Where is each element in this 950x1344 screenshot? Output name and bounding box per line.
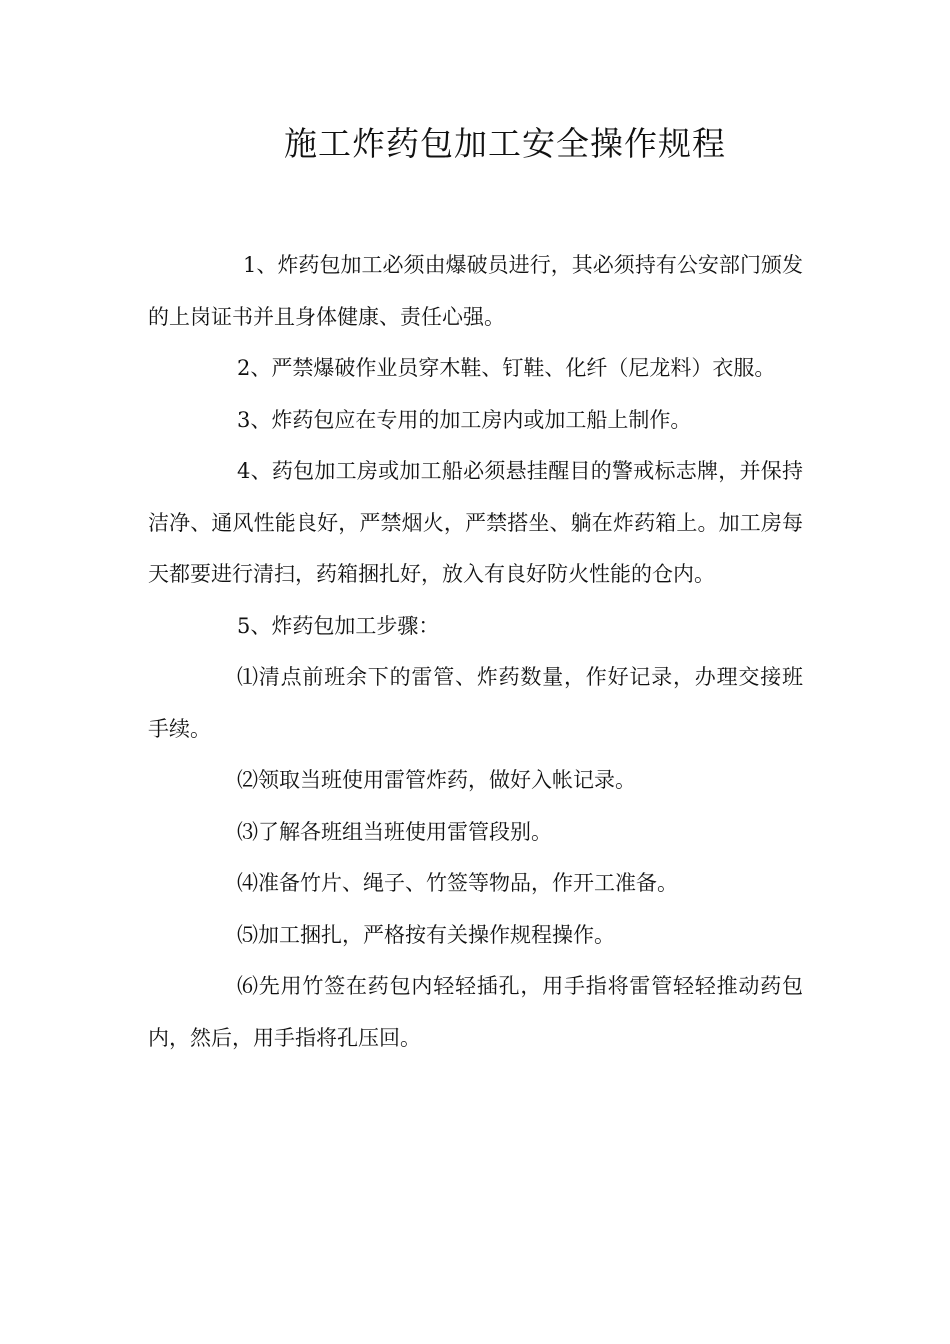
paragraph-1: 1、炸药包加工必须由爆破员进行，其必须持有公安部门颁发的上岗证书并且身体健康、责任心强。	[148, 253, 803, 329]
step-6: ⑹先用竹签在药包内轻轻插孔，用手指将雷管轻轻推动药包内，然后，用手指将孔压回。	[148, 974, 803, 1050]
paragraph-2: 2、严禁爆破作业员穿木鞋、钉鞋、化纤（尼龙料）衣服。	[237, 356, 776, 380]
paragraph-5: 5、炸药包加工步骤：	[237, 613, 440, 638]
paragraph-3: 3、炸药包应在专用的加工房内或加工船上制作。	[237, 407, 692, 432]
document-body	[148, 240, 803, 1064]
step-2: ⑵领取当班使用雷管炸药，做好入帐记录。	[237, 768, 636, 792]
step-1: ⑴清点前班余下的雷管、炸药数量，作好记录，办理交接班手续。	[148, 665, 803, 741]
document-title: 施工炸药包加工安全操作规程	[284, 124, 726, 163]
step-4: ⑷准备竹片、绳子、竹签等物品，作开工准备。	[237, 871, 678, 895]
step-5: ⑸加工捆扎，严格按有关操作规程操作。	[237, 922, 615, 947]
step-3: ⑶了解各班组当班使用雷管段别。	[237, 819, 552, 844]
paragraph-4: 4、药包加工房或加工船必须悬挂醒目的警戒标志牌，并保持洁净、通风性能良好，严禁烟火，严禁搭坐、躺在炸药箱上。加工房每天都要进行清扫，药箱捆扎好，放入有良好防火性能的仓内。	[148, 459, 803, 586]
